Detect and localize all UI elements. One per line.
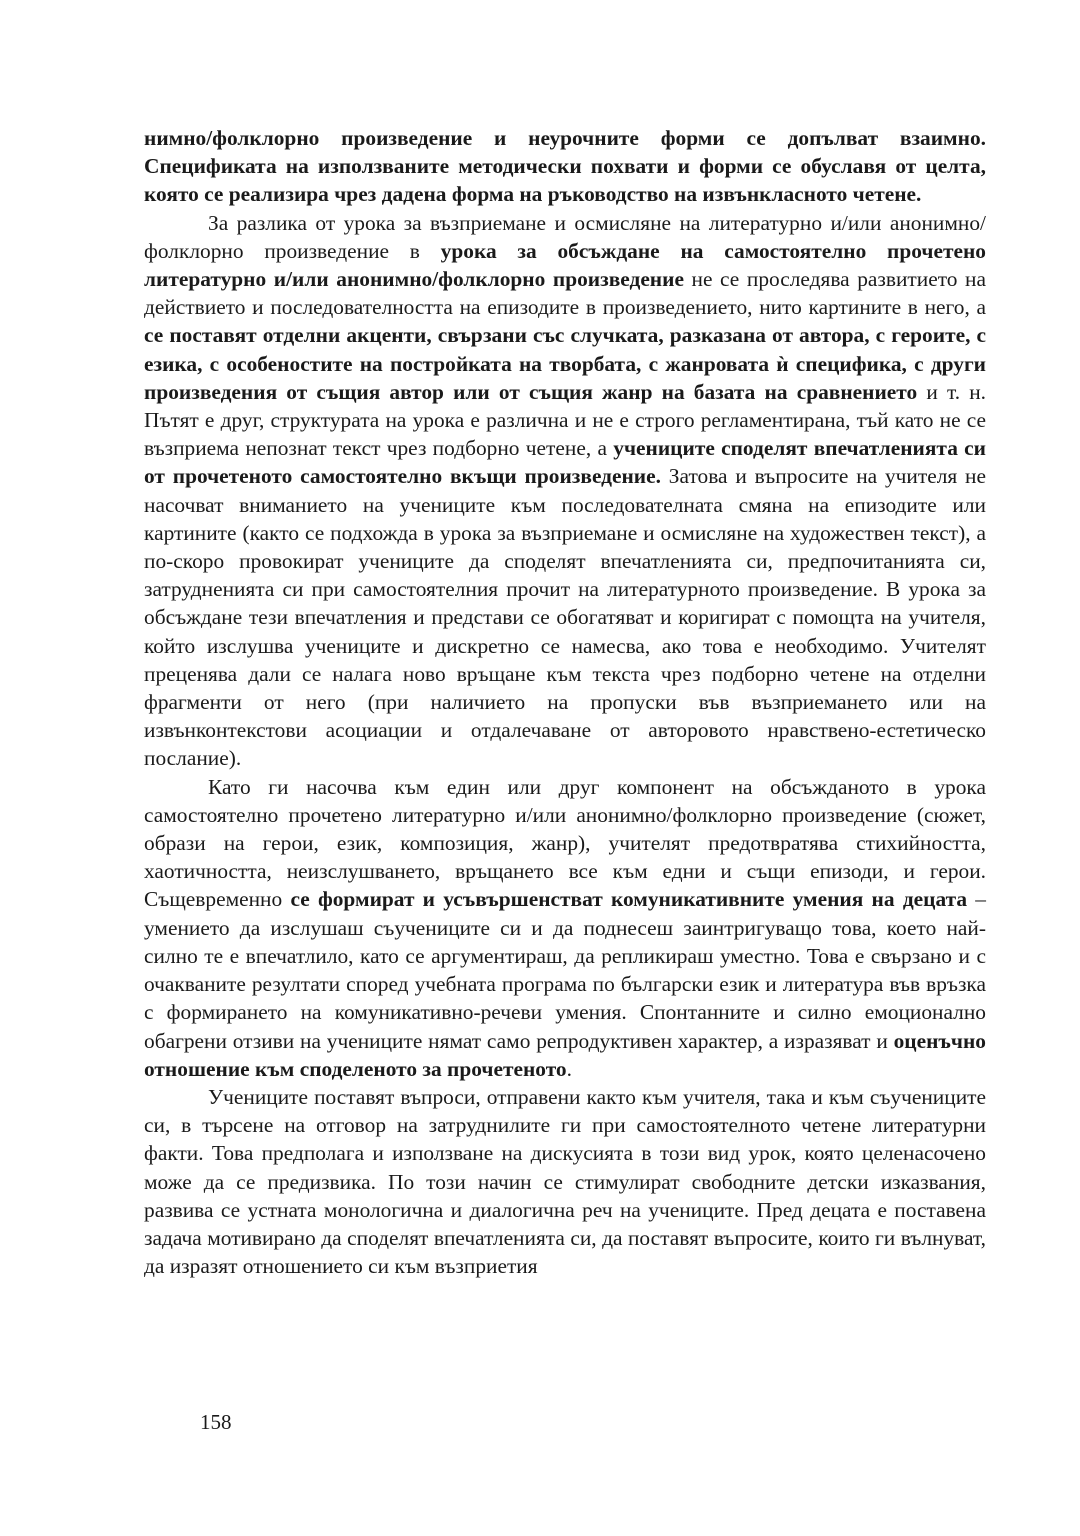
- body-text: [144, 124, 986, 1280]
- paragraph-1: [144, 124, 986, 209]
- text-run: – умението да изслушаш съучениците си и да поднесеш заинтригуващо това, което най-силно те е впечатлило, като се аргументираш, да репликираш уместно. Това е свързано и с очакваните резултати според учебната програма по български език и литература във връзка с формирането на комуникативно-речеви умения. Спонтанните и силно емоционално обагрени отзиви на учениците нямат само репродуктивен характер, а изразяват и: [144, 887, 986, 1053]
- text-run: се формират и усъвършенстват комуникативните умения на децата: [290, 887, 968, 912]
- paragraph-4: [144, 1083, 986, 1280]
- paragraph-3: [144, 773, 986, 1083]
- text-run: Затова и въпросите на учителя не насочват вниманието на учениците към последователната смяна на епизодите или картините (както се подхожда в урока за възприемане и осмисляне на художествен текст), а по-скоро провокират учениците да споделят впечатленията си, предпочитанията си, затрудненията си при самостоятелния прочит на литературното произведение. В урока за обсъждане тези впечатления и представи се обогатяват и коригират с помощта на учителя, който изслушва учениците и дискретно се намесва, ако това е необходимо. Учителят преценява дали се налага ново връщане към текста чрез подборно четене на отделни фрагменти от него (при наличието на пропуски във възприемането или на извънконтекстови асоциации и отдалечаване от авторовото нравствено-естетическо послание).: [144, 464, 986, 771]
- text-run: урока за обсъждане на самостоятелно прочетено литературно и/или анонимно/фолклорно произведение: [144, 238, 986, 292]
- text-run: Учениците поставят въпроси, отправени както към учителя, така и към съучениците си, в търсене на отговор на затруднилите ги при самостоятелното четене литературни факти. Това предполага и използване на дискусията в този вид урок, която целенасочено може да се предизвика. По този начин се стимулират свободните детски изказвания, развива се устната монологична и диалогична реч на учениците. Пред децата е поставена задача мотивирано да споделят впечатленията си, да поставят въпросите, които ги вълнуват, да изразят отношението си към възприетия: [144, 1084, 986, 1279]
- page-number: 158: [200, 1410, 232, 1434]
- text-run: нимно/фолклорно произведение и неурочните форми се допълват взаимно. Спецификата на използваните методически похвати и форми се обуславя от целта, която се реализира чрез дадена форма на ръководство на извънкласното четене.: [144, 126, 986, 207]
- paragraph-2: [144, 209, 986, 773]
- text-run: учениците споделят впечатленията си от прочетеното самостоятелно вкъщи произведение.: [144, 436, 986, 489]
- text-run: За разлика от урока за възприемане и осмисляне на литературно и/или анонимно/фолклорно произведение в: [144, 210, 986, 263]
- text-run: Като ги насочва към един или друг компонент на обсъжданото в урока самостоятелно прочетено литературно и/или анонимно/фолклорно произведение (сюжет, образи на герои, език, композиция, жанр), учителят предотвратява стихийността, хаотичността, неизслушването, връщането все към едни и същи епизоди, и герои. Същевременно: [144, 774, 986, 912]
- text-run: не се проследява развитието на действието и последователността на епизодите в произведението, нито картините в него, а: [144, 267, 986, 320]
- text-run: се поставят отделни акценти, свързани със случката, разказана от автора, с героите, с езика, с особеностите на постройката на творбата, с жанровата ѝ специфика, с други произведения от същия автор или от същия жанр на базата на сравнението: [144, 323, 986, 404]
- text-run: оценъчно отношение към споделеното за прочетеното: [144, 1028, 986, 1081]
- text-run: и т. н. Пътят е друг, структурата на урока е различна и не е строго регламентирана, тъй като не се възприема непознат текст чрез подборно четене, а: [144, 379, 987, 461]
- text-run: .: [566, 1056, 572, 1081]
